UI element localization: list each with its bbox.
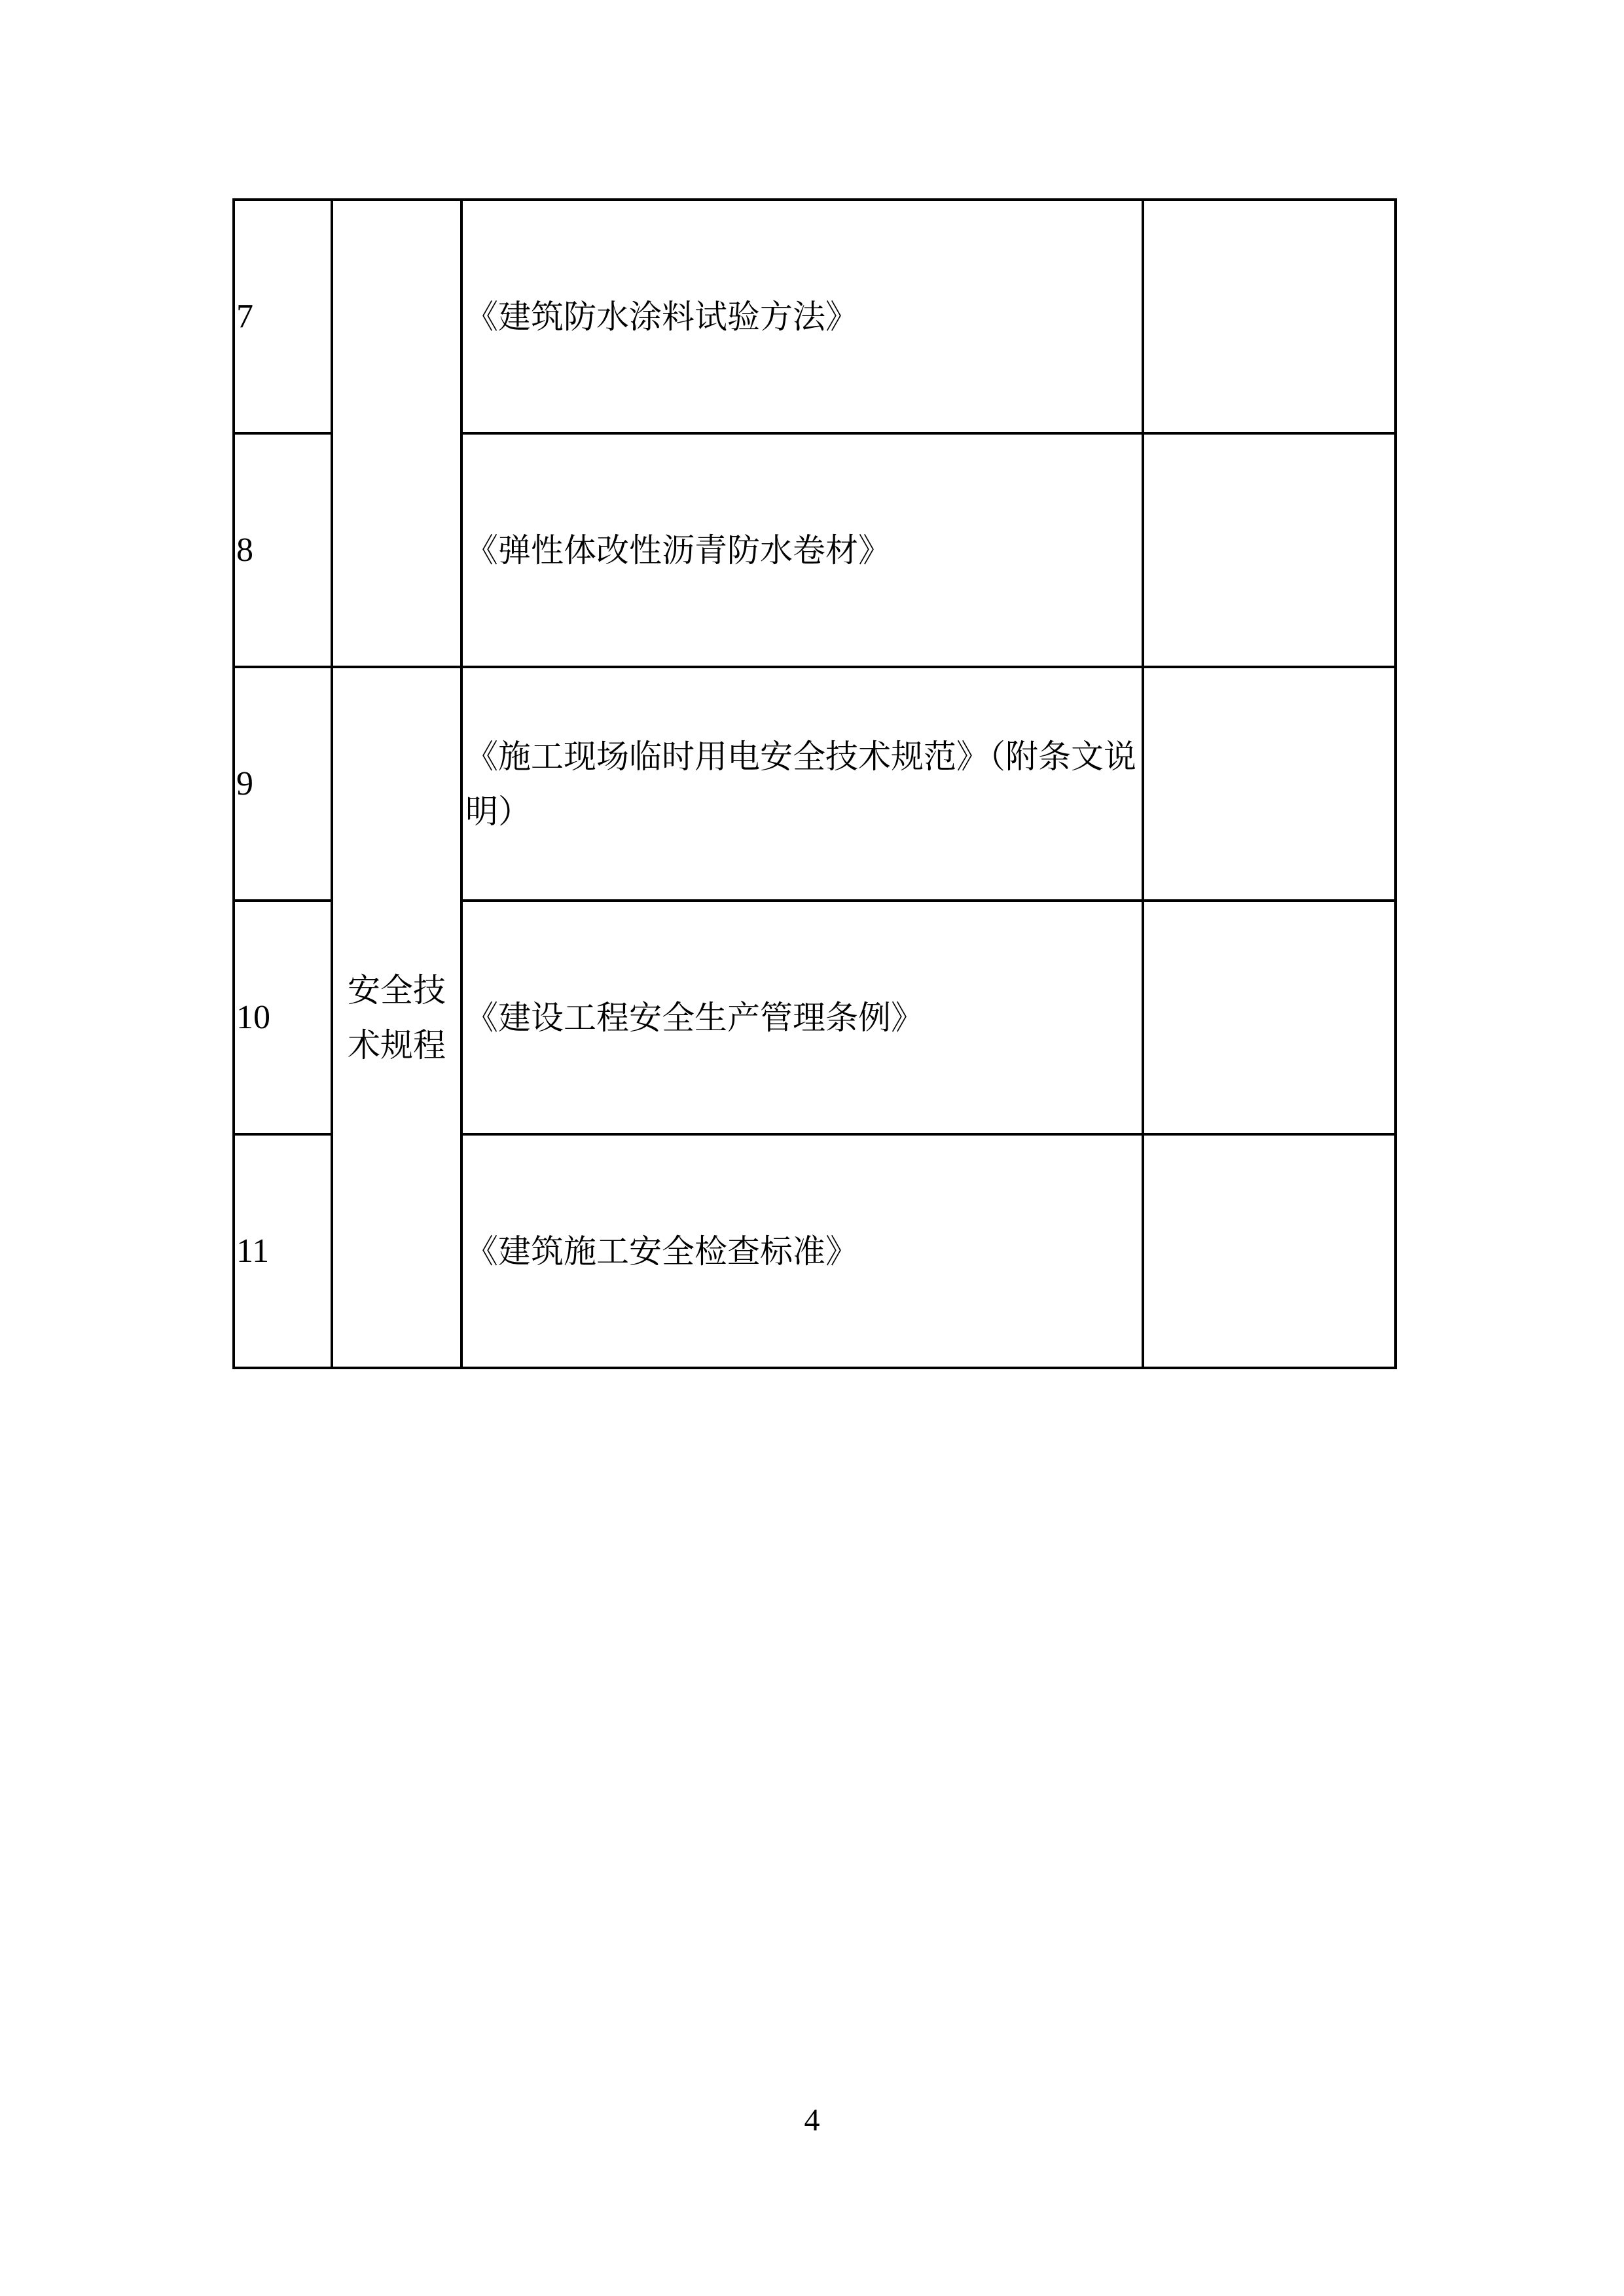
standard-title: 《建筑防水涂料试验方法》 (461, 200, 1143, 433)
row-number: 7 (234, 200, 332, 433)
note-cell (1143, 901, 1396, 1134)
page-number: 4 (804, 2103, 820, 2138)
note-cell (1143, 433, 1396, 667)
category-cell (332, 200, 461, 667)
table-row (234, 200, 1396, 433)
row-number: 8 (234, 433, 332, 667)
standard-title: 《建筑施工安全检查标准》 (461, 1134, 1143, 1368)
row-number: 10 (234, 901, 332, 1134)
note-cell (1143, 667, 1396, 901)
table-row (234, 667, 1396, 901)
standard-title: 《建设工程安全生产管理条例》 (461, 901, 1143, 1134)
row-number: 11 (234, 1134, 332, 1368)
standard-title: 《弹性体改性沥青防水卷材》 (461, 433, 1143, 667)
note-cell (1143, 1134, 1396, 1368)
standards-table (232, 198, 1397, 1369)
row-number: 9 (234, 667, 332, 901)
note-cell (1143, 200, 1396, 433)
standard-title: 《施工现场临时用电安全技术规范》（附条文说明） (461, 667, 1143, 901)
category-cell: 安全技术规程 (332, 667, 461, 1368)
